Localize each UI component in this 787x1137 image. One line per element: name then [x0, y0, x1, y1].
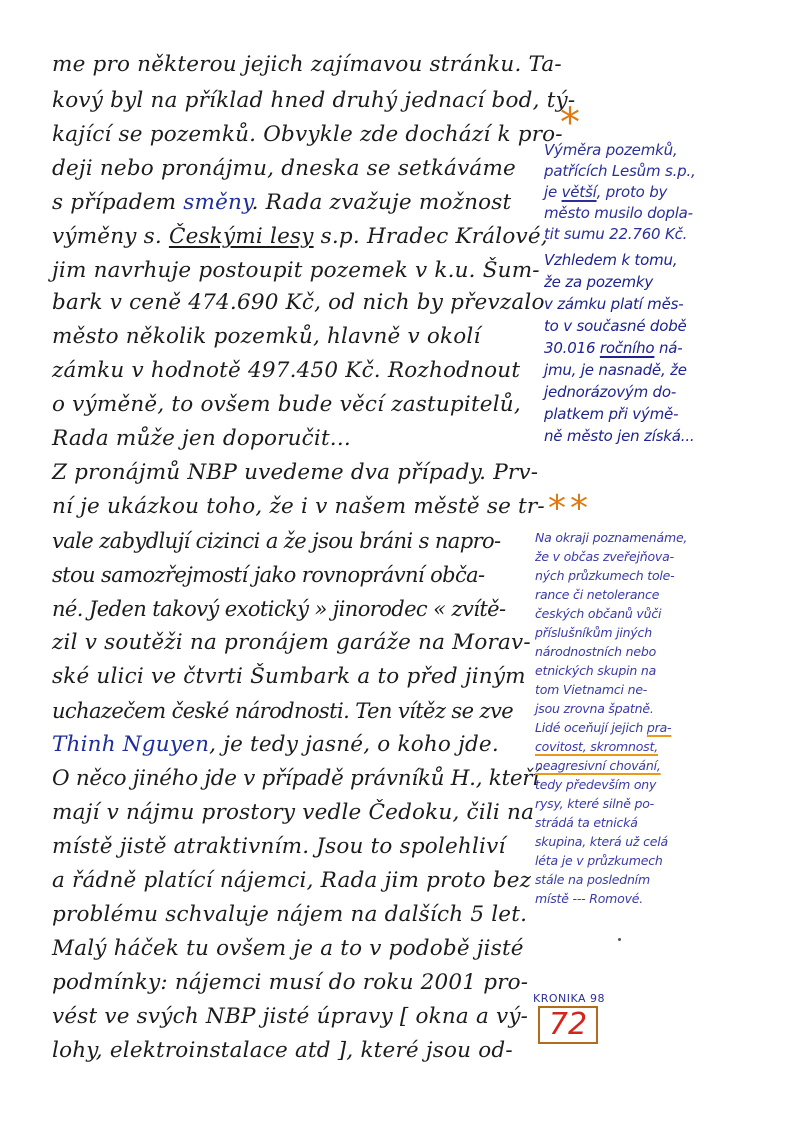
note-line: tedy především ony [535, 777, 657, 792]
text-line: Z pronájmů NBP uvedeme dva případy. Prv- [52, 460, 539, 485]
text-line: vést ve svých NBP jisté úpravy [ okna a vý- [52, 1004, 529, 1029]
note-line: Výměra pozemků, [544, 141, 678, 159]
note-line: rance či netolerance [535, 587, 660, 602]
text-line [52, 188, 511, 218]
note-line: tit sumu 22.760 Kč. [544, 225, 688, 243]
text-line: a řádně platící nájemci, Rada jim proto bez [52, 868, 532, 893]
word-rocniho: ročního [599, 339, 655, 357]
note-line: to v současné době [544, 317, 687, 335]
text-line [52, 730, 499, 760]
text-line: o výměně, to ovšem bude věcí zastupitelů, [52, 392, 521, 417]
text-line: zil v soutěži na pronájem garáže na Morav- [52, 630, 531, 655]
highlight-traits: covitost, skromnost, [535, 739, 658, 754]
text-line: stou samozřejmostí jako rovnoprávní obča- [52, 563, 485, 587]
note-segment: ná- [654, 339, 683, 357]
text-segment: s případem [52, 190, 184, 215]
text-line: problému schvaluje nájem na dalších 5 let. [52, 902, 528, 927]
text-line: ní je ukázkou toho, že i v našem městě se tr- [52, 494, 545, 519]
text-line: mají v nájmu prostory vedle Čedoku, čili na [52, 800, 535, 825]
highlight-traits: neagresivní chování, [535, 758, 661, 773]
highlight-ceske-lesy: Českými lesy [168, 224, 314, 249]
text-line: město několik pozemků, hlavně v okolí [52, 324, 481, 349]
text-line: deji nebo pronájmu, dneska se setkáváme [52, 156, 516, 181]
text-line: ské ulici ve čtvrti Šumbark a to před jiným [52, 664, 526, 689]
text-segment: . Rada zvažuje možnost [251, 190, 512, 215]
note-line: národnostních nebo [535, 644, 657, 659]
text-line: podmínky: nájemci musí do roku 2001 pro- [52, 970, 529, 995]
chronicle-label: KRONIKA 98 [533, 992, 606, 1005]
note-line [535, 737, 658, 756]
note-line: patřících Lesům s.p., [544, 162, 696, 180]
ink-dot [618, 938, 621, 941]
text-line: me pro některou jejich zajímavou stránku. Ta- [52, 52, 562, 77]
note-segment: je [544, 183, 562, 201]
note-line [544, 338, 683, 359]
text-line: né. Jeden takový exotický » jinorodec « zvítě- [52, 597, 506, 621]
page-number: 72 [548, 1007, 588, 1042]
note-line [544, 182, 667, 203]
text-line: Rada může jen doporučit... [52, 426, 351, 451]
note-line: ně město jen získá... [544, 427, 695, 445]
note-line: rysy, které silně po- [535, 796, 654, 811]
note-line [535, 756, 661, 775]
note-line: místě --- Romové. [535, 891, 644, 906]
text-line: místě jistě atraktivním. Jsou to spolehliví [52, 834, 506, 859]
note-line: jmu, je nasnadě, že [544, 361, 687, 379]
note-line: jednorázovým do- [544, 383, 677, 401]
note-line: tom Vietnamci ne- [535, 682, 648, 697]
highlight-name: Thinh Nguyen [52, 732, 210, 757]
note-line: českých občanů vůči [535, 606, 662, 621]
word-pra: pra- [646, 720, 672, 735]
note-segment: Lidé oceňují jejich [535, 720, 647, 735]
note-line: že v občas zveřejňova- [535, 549, 674, 564]
note-line: město musilo dopla- [544, 204, 693, 222]
text-line: uchazečem české národnosti. Ten vítěz se zve [52, 699, 514, 723]
note-line: strádá ta etnická [535, 815, 638, 830]
note-line [535, 718, 671, 737]
text-line: vale zabydlují cizinci a že jsou bráni s napro- [52, 529, 501, 553]
text-segment: výměny s. [52, 224, 169, 249]
note-line: že za pozemky [544, 273, 654, 291]
note-line: Na okraji poznamenáme, [535, 530, 688, 545]
text-line: jim navrhuje postoupit pozemek v k.u. Šum- [52, 258, 540, 283]
text-line: zámku v hodnotě 497.450 Kč. Rozhodnout [52, 358, 521, 383]
text-line [52, 222, 548, 252]
star-icon: * [560, 100, 580, 146]
note-line: v zámku platí měs- [544, 295, 684, 313]
note-line: stále na posledním [535, 872, 650, 887]
text-line: lohy, elektroinstalace atd ], které jsou od- [52, 1038, 513, 1063]
double-star-icon: ** [548, 488, 592, 529]
text-line: kový byl na příklad hned druhý jednací bod, tý- [52, 88, 576, 113]
note-line: skupina, která už celá [535, 834, 668, 849]
note-line: Vzhledem k tomu, [544, 251, 678, 269]
word-vetsi: větší [561, 183, 597, 201]
text-segment: s.p. Hradec Králové, [313, 224, 548, 249]
note-line: jsou zrovna špatně. [535, 701, 654, 716]
page-number-box [538, 1006, 598, 1044]
note-line: příslušníkům jiných [535, 625, 652, 640]
text-segment: , je tedy jasné, o koho jde. [209, 732, 499, 757]
note-line: etnických skupin na [535, 663, 657, 678]
text-line: kající se pozemků. Obvykle zde dochází k pro- [52, 122, 563, 147]
note-line: ných průzkumech tole- [535, 568, 675, 583]
highlight-smeny: směny [183, 190, 252, 215]
text-line: O něco jiného jde v případě právníků H., kteří [52, 766, 539, 791]
text-line: Malý háček tu ovšem je a to v podobě jisté [52, 936, 524, 961]
note-line: platkem při výmě- [544, 405, 679, 423]
note-line: léta je v průzkumech [535, 853, 663, 868]
note-segment: 30.016 [544, 339, 600, 357]
text-line: bark v ceně 474.690 Kč, od nich by převzalo [52, 290, 545, 315]
note-segment: , proto by [596, 183, 668, 201]
